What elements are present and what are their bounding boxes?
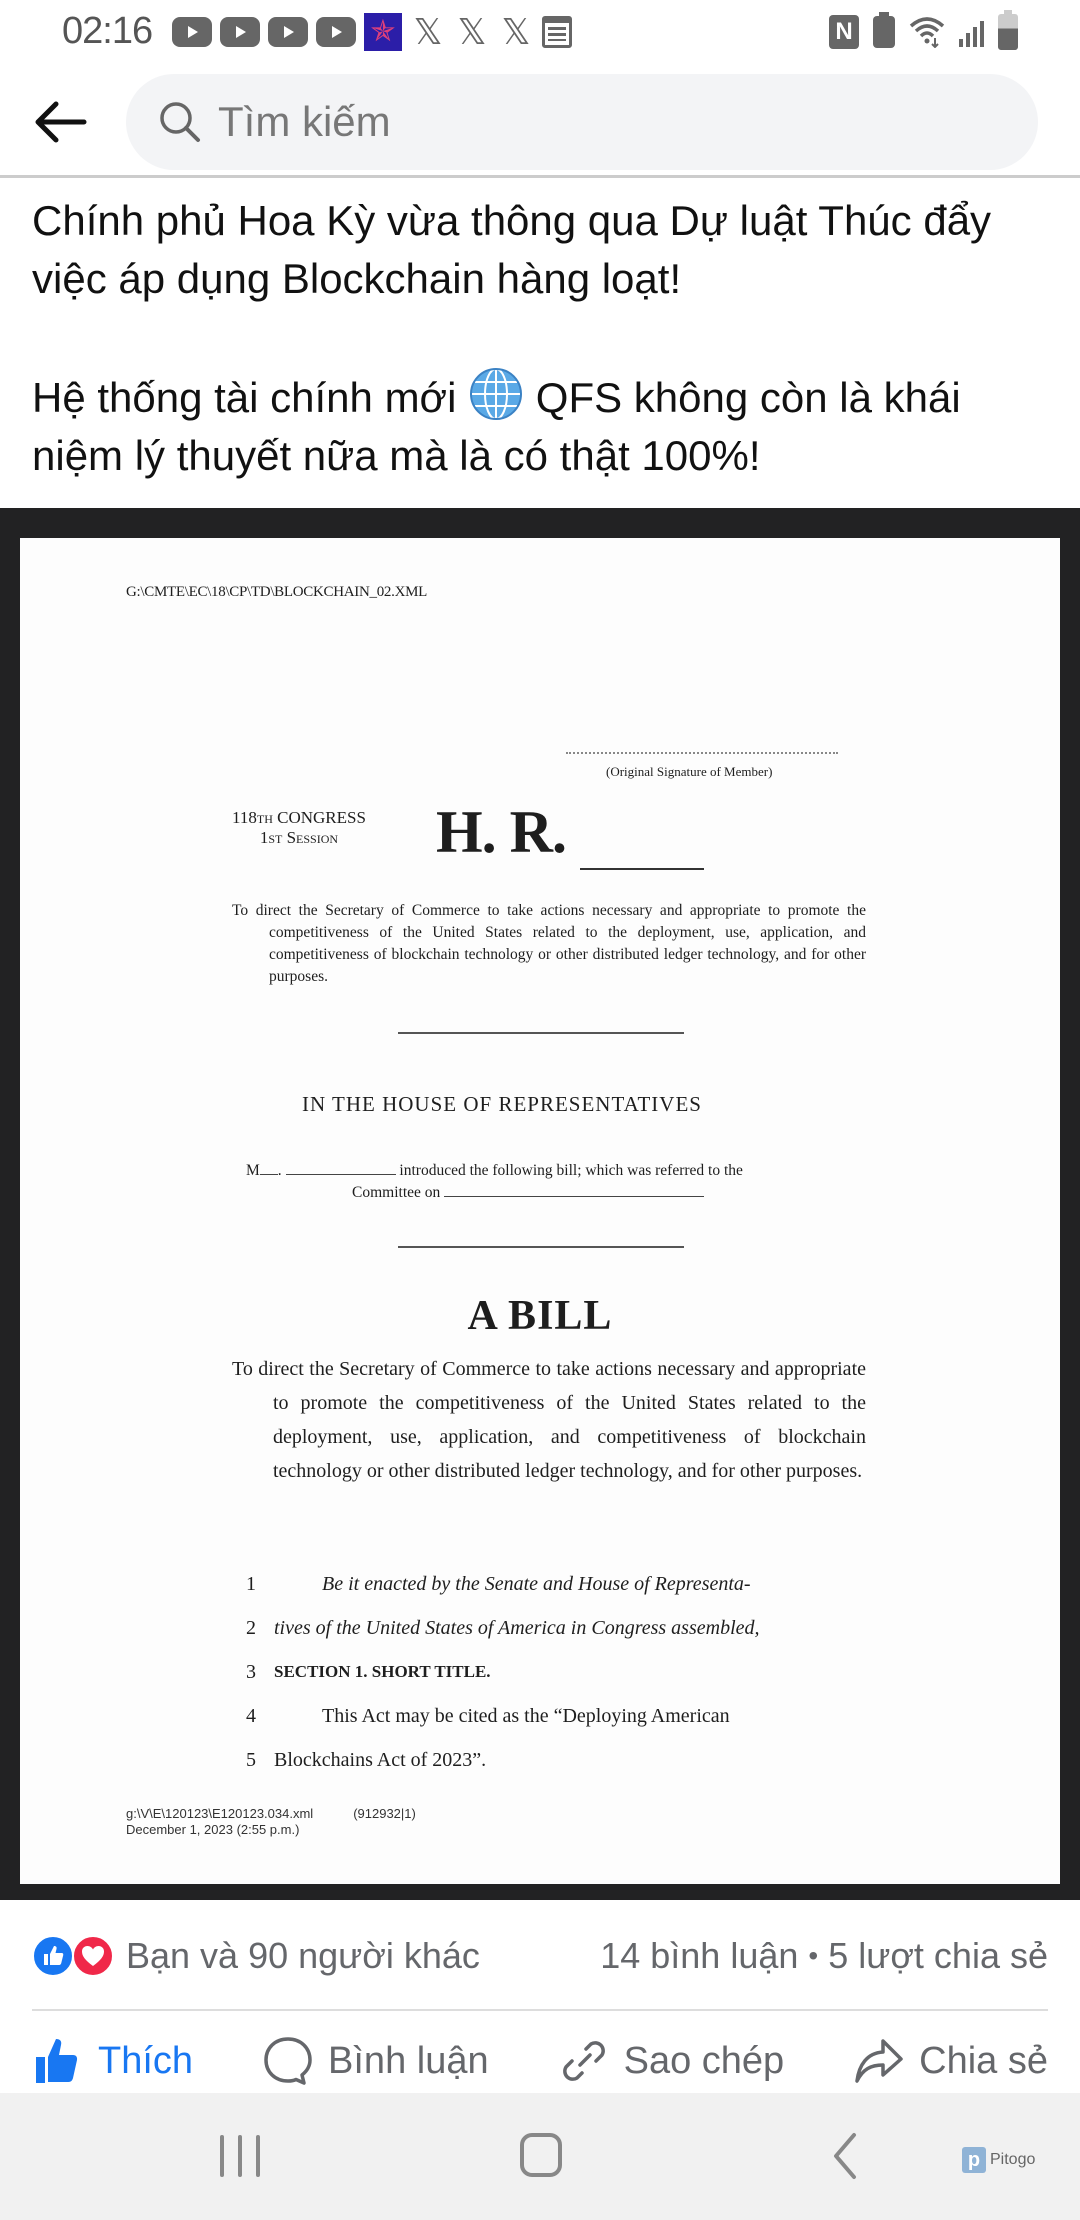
bill-line	[246, 1694, 866, 1738]
comment-button[interactable]	[262, 2035, 489, 2087]
divider-rule	[398, 1032, 684, 1034]
line-number: 2	[246, 1616, 256, 1639]
system-icons	[829, 12, 1018, 52]
committee-label: Committee on	[352, 1184, 441, 1201]
line-text: Blockchains Act of 2023”.	[274, 1748, 487, 1771]
love-reaction-icon	[72, 1935, 114, 1977]
doc-footer	[126, 1806, 416, 1838]
notification-icons	[172, 11, 572, 53]
introduced-text: M . introduced the following bill; which was referred to the Committee on	[246, 1162, 743, 1201]
bill-line	[246, 1650, 866, 1694]
signal-icon	[959, 17, 984, 47]
short-title-text: To direct the Secretary of Commerce to take actions necessary and appropriate to promote the competitiveness of the United States related to the deployment, use, application, and competitiveness of blockchain technology or other distributed ledger technology, and for other purposes.	[232, 902, 866, 985]
hr-title: H. R.	[436, 799, 566, 865]
post-image[interactable]	[0, 508, 1080, 1900]
search-header	[0, 66, 1080, 178]
a-bill-heading: A BILL	[467, 1293, 613, 1339]
bill-purpose: To direct the Secretary of Commerce to take actions necessary and appropriate to promote the competitiveness of the United States related to the deployment, use, application, and competitiveness of blockchain technology or other distributed ledger technology, and for other purposes.	[232, 1358, 866, 1482]
bill-line	[246, 1562, 866, 1606]
recents-button[interactable]	[220, 2135, 260, 2177]
copy-link-button[interactable]	[558, 2035, 785, 2087]
youtube-icon	[316, 17, 356, 47]
x-icon: 𝕏	[413, 11, 443, 53]
status-time: 02:16	[62, 10, 153, 52]
nfc-icon: N	[829, 15, 859, 49]
comment-label: Bình luận	[328, 2039, 489, 2082]
post-text	[32, 192, 1052, 485]
x-icon: 𝕏	[501, 11, 531, 53]
like-label: Thích	[98, 2039, 194, 2082]
comment-icon	[262, 2035, 314, 2087]
line-text: Be it enacted by the Senate and House of Representa-	[322, 1572, 751, 1595]
calendar-icon	[542, 16, 572, 48]
line-text: tives of the United States of America in Congress assembled,	[274, 1616, 760, 1639]
youtube-icon	[172, 17, 212, 47]
footer-file: g:\V\E\120123\E120123.034.xml	[126, 1806, 314, 1821]
line-number: 3	[246, 1660, 256, 1683]
bill-line	[246, 1738, 866, 1782]
search-input[interactable]	[218, 98, 998, 146]
arrow-left-icon	[32, 98, 88, 146]
house-heading: IN THE HOUSE OF REPRESENTATIVES	[302, 1092, 702, 1116]
line-text: This Act may be cited as the “Deploying American	[322, 1704, 730, 1727]
thumbs-up-icon	[32, 2035, 84, 2087]
app-star-icon: ✯	[364, 13, 402, 51]
share-arrow-icon	[853, 2035, 905, 2087]
congress-session	[232, 808, 366, 848]
action-bar	[0, 2030, 1080, 2092]
introduced-line: introduced the following bill; which was referred to the	[399, 1162, 743, 1179]
share-label: Chia sẻ	[919, 2039, 1048, 2082]
nav-back-button[interactable]	[830, 2131, 860, 2181]
post-paragraph-2	[32, 366, 1052, 485]
post-paragraph-1: Chính phủ Hoa Kỳ vừa thông qua Dự luật Thúc đẩy việc áp dụng Blockchain hàng loạt!	[32, 197, 992, 302]
post-paragraph-2-text: QFS không còn là khái niệm lý thuyết nữa mà là có thật 100%!	[32, 374, 961, 479]
line-number: 5	[246, 1748, 256, 1771]
divider-rule	[398, 1246, 684, 1248]
comments-count[interactable]: 14 bình luận	[600, 1935, 799, 1976]
x-icon: 𝕏	[457, 11, 487, 53]
line-number: 4	[246, 1704, 256, 1727]
like-button[interactable]	[32, 2035, 193, 2087]
battery-saver-icon	[873, 16, 895, 48]
battery-icon	[998, 14, 1018, 50]
bill-lines	[246, 1562, 866, 1782]
share-button[interactable]	[853, 2035, 1048, 2087]
divider	[32, 2009, 1048, 2011]
home-button[interactable]	[520, 2133, 562, 2177]
reactions-row	[32, 1924, 1048, 1988]
shares-count[interactable]: 5 lượt chia sẻ	[828, 1935, 1048, 1976]
signature-label: (Original Signature of Member)	[606, 764, 773, 779]
congress-line: 118th CONGRESS	[232, 808, 366, 827]
pitogo-logo-icon: p	[962, 2147, 986, 2173]
wifi-icon	[909, 16, 945, 48]
doc-path: G:\CMTE\EC\18\CP\TD\BLOCKCHAIN_02.XML	[126, 584, 428, 600]
engagement-counts	[600, 1935, 1048, 1977]
copy-label: Sao chép	[623, 2039, 785, 2082]
line-number: 1	[246, 1572, 256, 1595]
search-box[interactable]	[126, 74, 1038, 170]
section-heading: SECTION 1. SHORT TITLE.	[274, 1662, 491, 1681]
session-line: 1st Session	[259, 828, 339, 847]
reactions-label: Bạn và 90 người khác	[126, 1935, 480, 1976]
post-paragraph-2-prefix: Hệ thống tài chính mới	[32, 374, 457, 421]
back-button[interactable]	[28, 92, 92, 152]
separator-dot: •	[808, 1940, 819, 1971]
search-icon	[156, 98, 204, 146]
youtube-icon	[220, 17, 260, 47]
watermark-text: Pitogo	[990, 2151, 1036, 2168]
like-reaction-icon	[32, 1935, 74, 1977]
status-bar	[0, 0, 1080, 66]
youtube-icon	[268, 17, 308, 47]
bill-document	[20, 538, 1060, 1884]
footer-code: (912932|1)	[353, 1806, 416, 1821]
signature-line	[566, 752, 838, 754]
link-icon	[558, 2035, 610, 2087]
system-nav-bar	[0, 2093, 1080, 2220]
footer-date: December 1, 2023 (2:55 p.m.)	[126, 1822, 300, 1837]
reactions-summary[interactable]	[32, 1935, 480, 1977]
globe-emoji-icon	[468, 366, 524, 422]
pitogo-watermark	[962, 2147, 1035, 2173]
bill-line	[246, 1606, 866, 1650]
introduced-m: M	[246, 1162, 260, 1179]
hr-number-blank	[580, 868, 704, 870]
